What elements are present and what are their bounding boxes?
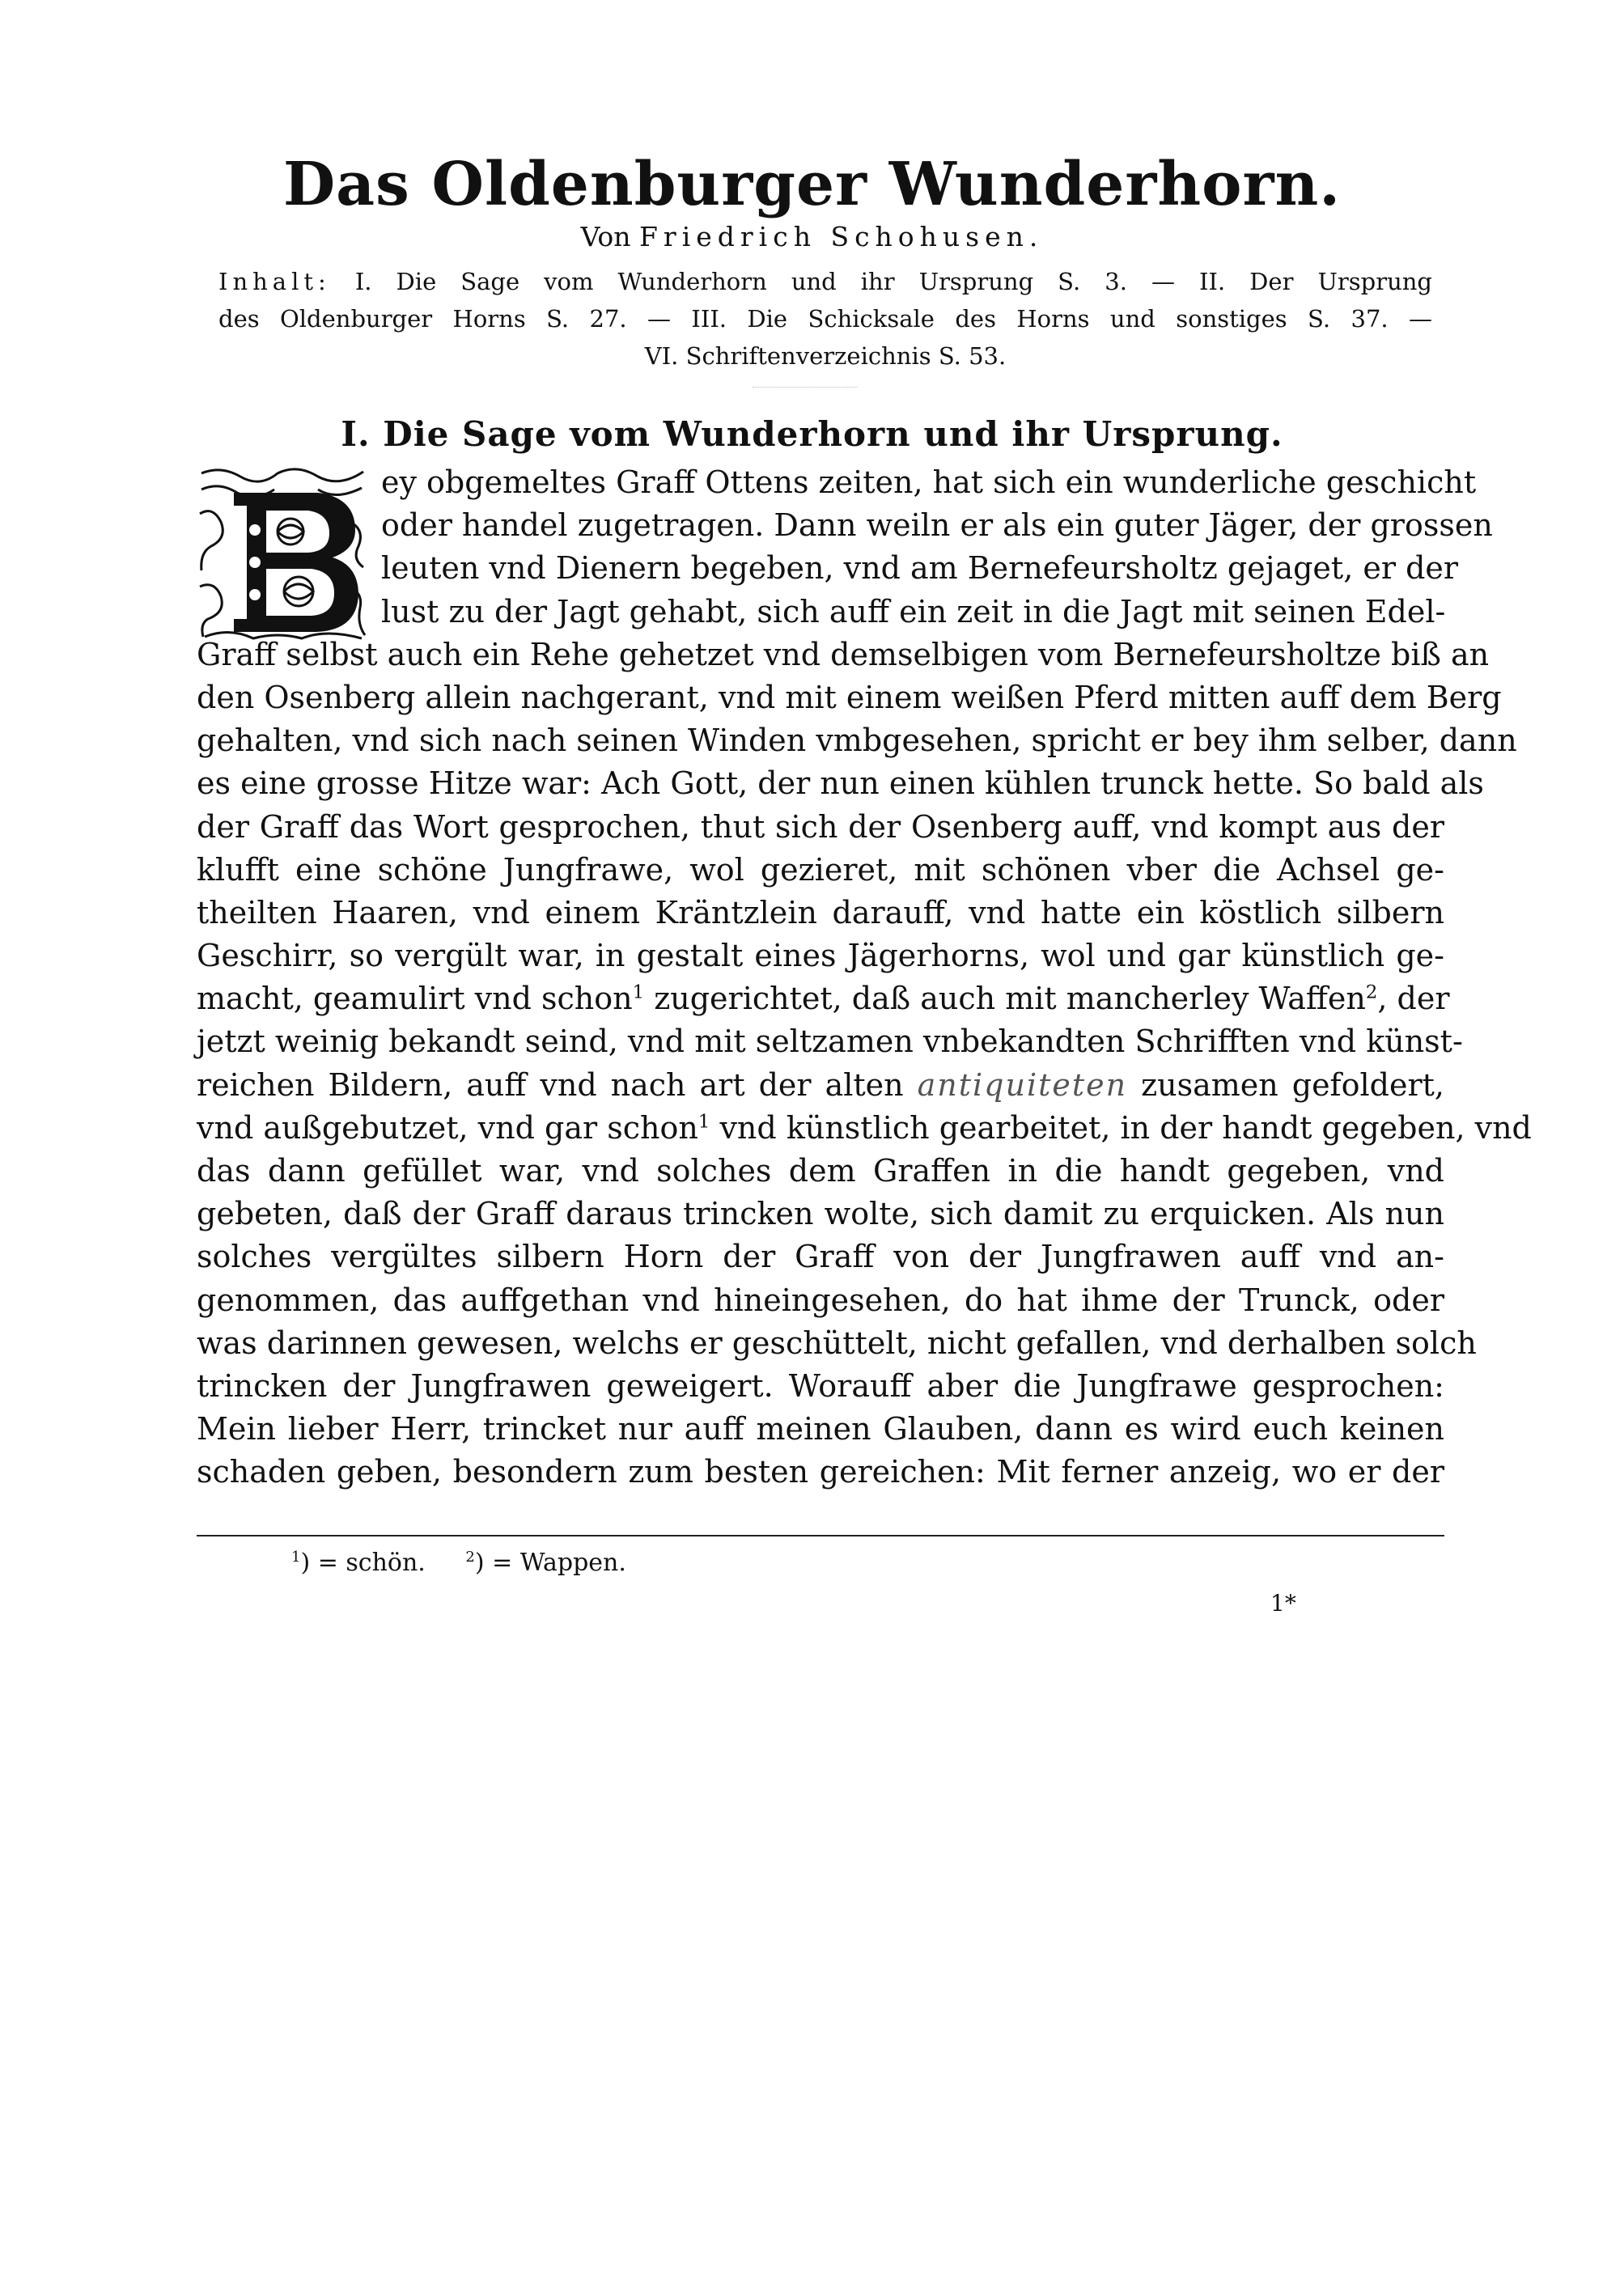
footnote-text: = schön. (317, 1549, 426, 1577)
footnotes (291, 1549, 659, 1577)
text-line: Geschirr, so vergült war, in gestalt eines Jägerhorns, wol und gar künstlich ge- (197, 938, 1444, 974)
page-signature: 1* (1270, 1590, 1296, 1617)
text-line: trincken der Jungfrawen geweigert. Worauff aber die Jungfrawe gesprochen: (197, 1367, 1444, 1404)
author-byline (0, 221, 1624, 252)
text-line: genommen, das auffgethan vnd hineingesehen, do hat ihme der Trunck, oder (197, 1282, 1444, 1318)
text-run: zusamen gefoldert, (1141, 1066, 1444, 1103)
footnote-item: $^2$) = Wappen. (465, 1549, 626, 1577)
footnote-divider (197, 1535, 1444, 1536)
author-name: Friedrich Schohusen. (639, 221, 1044, 252)
text-line: lust zu der Jagt gehabt, sich auff ein zeit in die Jagt mit seinen Edel- (381, 593, 1446, 629)
text-run: , der (1377, 981, 1450, 1017)
text-line: der Graff das Wort gesprochen, thut sich der Osenberg auff, vnd kompt aus der (197, 808, 1444, 845)
contents-line-text: I. Die Sage vom Wunderhorn und ihr Ursprung S. 3. — II. Der Ursprung (354, 268, 1432, 295)
text-line: es eine grosse Hitze war: Ach Gott, der nun einen kühlen trunck hette. So bald als (197, 765, 1484, 802)
text-run: vnd künstlich gearbeitet, in der handt gegeben, vnd (719, 1109, 1532, 1146)
text-line (197, 1064, 1444, 1107)
text-run: vnd außgebutzet, vnd gar schon (197, 1109, 698, 1146)
footnote-number: 2 (465, 1549, 475, 1566)
footnote-text: = Wappen. (492, 1549, 626, 1577)
document-title: Das Oldenburger Wunderhorn. (282, 150, 1342, 219)
text-run: zugerichtet, daß auch mit mancherley Waffen (654, 981, 1366, 1017)
text-line: klufft eine schöne Jungfrawe, wol gezieret, mit schönen vber die Achsel ge- (197, 851, 1444, 888)
text-line: jetzt weinig bekandt seind, vnd mit seltzamen vnbekandten Schrifften vnd künst- (197, 1024, 1463, 1060)
contents-line (218, 263, 1432, 300)
table-of-contents (218, 263, 1432, 375)
byline-prefix: Von (580, 221, 631, 252)
contents-line: VI. Schriftenverzeichnis S. 53. (644, 342, 1007, 370)
text-line: theilten Haaren, vnd einem Kräntzlein darauff, vnd hatte ein köstlich silbern (197, 894, 1444, 930)
contents-label: Inhalt: (218, 268, 331, 295)
text-run: reichen Bildern, auff vnd nach art der alten (197, 1066, 904, 1103)
footnote-ref: 2 (1365, 981, 1378, 1003)
text-line: oder handel zugetragen. Dann weiln er als ein guter Jäger, der grossen (381, 507, 1493, 544)
text-line (197, 1107, 1532, 1150)
text-line: leuten vnd Dienern begeben, vnd am Bernefeursholtz gejaget, er der (381, 550, 1459, 587)
body-text (197, 461, 1532, 1494)
section-divider (753, 387, 858, 388)
text-line: schaden geben, besondern zum besten gereichen: Mit ferner anzeig, wo er der (197, 1454, 1444, 1490)
text-line: was darinnen gewesen, welchs er geschüttelt, nicht gefallen, vnd derhalben solch (197, 1325, 1477, 1361)
text-line: Mein lieber Herr, trincket nur auff meinen Glauben, dann es wird euch keinen (197, 1411, 1444, 1447)
footnote-number: 1 (291, 1549, 301, 1566)
text-line: solches vergültes silbern Horn der Graff von der Jungfrawen auff vnd an- (197, 1239, 1444, 1275)
footnote-ref: 1 (632, 981, 645, 1003)
text-run: macht, geamulirt vnd schon (197, 981, 633, 1017)
text-line: das dann gefüllet war, vnd solches dem Graffen in die handt gegeben, vnd (197, 1153, 1444, 1189)
footnote-item: $^1$) = schön. (291, 1549, 426, 1577)
section-heading: I. Die Sage vom Wunderhorn und ihr Ursprung. (341, 414, 1283, 454)
text-line: ey obgemeltes Graff Ottens zeiten, hat sich ein wunderliche geschicht (381, 464, 1477, 500)
text-line: gebeten, daß der Graff daraus trincken wolte, sich damit zu erquicken. Als nun (197, 1196, 1444, 1232)
foreign-word: antiquiteten (917, 1066, 1128, 1103)
text-line (197, 977, 1450, 1020)
text-line: gehalten, vnd sich nach seinen Winden vmbgesehen, spricht er bey ihm selber, dann (197, 723, 1517, 759)
footnote-ref: 1 (698, 1111, 710, 1133)
contents-line: des Oldenburger Horns S. 27. — III. Die Schicksale des Horns und sonstiges S. 37. — (218, 305, 1432, 333)
text-line: den Osenberg allein nachgerant, vnd mit einem weißen Pferd mitten auff dem Berg (197, 679, 1502, 715)
text-line: Graff selbst auch ein Rehe gehetzet vnd demselbigen vom Bernefeursholtze biß an (197, 636, 1490, 672)
